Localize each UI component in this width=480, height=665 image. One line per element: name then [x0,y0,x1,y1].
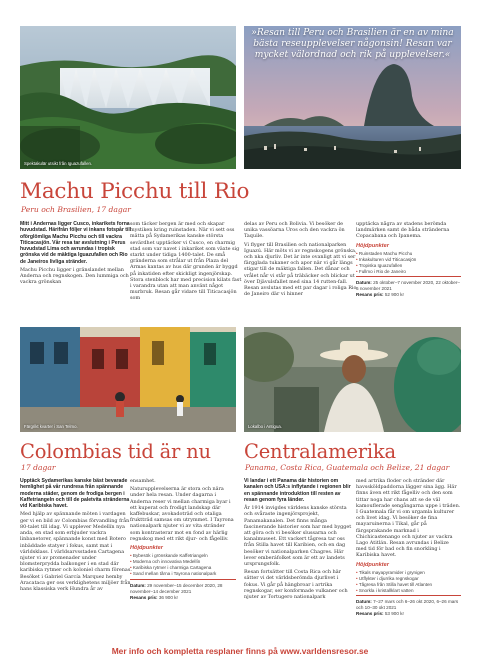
machu-highlights-list [356,251,461,275]
central-dates [356,599,461,611]
central-dates-label: Datum: [356,599,372,605]
list-item: • Ruinstaden Machu Picchu [356,251,461,257]
list-item: • Bybesök i grönskande Kaffetriangeln [130,553,236,559]
machu-dates-value: 25 oktober–7 november 2020, 22 oktober–6 november 2021 [356,280,460,292]
colombia-divider [130,579,236,580]
machu-price [356,292,461,298]
central-price [356,611,461,617]
colombia-paragraph-2: ensamhet. [130,478,156,484]
colombia-price-label: Resans pris: [130,594,158,600]
list-item: • Tropiska Iguazufallen [356,263,461,269]
machu-highlights-title: Höjdpunkter [356,242,389,249]
waterfall-image [20,26,236,169]
central-highlights-list [356,570,461,594]
section-subtitle-centralamerika: Panama, Costa Rica, Guatemala och Belize, 21 dagar [245,463,450,472]
colombia-paragraph-1: Med hjälp av spännande möten i vardagen ger vi en bild av Colombias förvandling från 80-talet till idag. Vi upplever Medellín nya anda, en stad som erbjuder vackra linbanetorer, spännande konst med Botero inbäddade statyer i fokus, samt mat i världsklass. I världsarvsstaden Cartagena njuter vi av promenader under blomsterprydda balkonger i en stad där karibiska rytmer och koloniel charm förenas. Besöket i Gabriel García Marquez hemby Aracataca ger oss verklighetens miljöer från hans klassiska verk Hundra år av [20,511,132,592]
machu-paragraph-2: som täcker bergen är med och skapar mystiken kring ruinstaden. När vi sett oss mätta på Sydamerikas kanske största sevärdhet upptäcker vi Cusco, en charmig stad som var navet i inkariket som växte sig starkt under tidiga 1400-talet. De små gränderna som strålar ut från Plaza del Armas kantas av hus där grunden är byggd på inkatiden efter skickligt ingenjörskap. Stora stenblock har med precision kilats fast i varandra utan att man använt något murbruk. Resan går vidare till Titicacasjön som [130,221,242,302]
list-item: • Moderna och innovativa Medellín [130,559,236,565]
man-image [244,327,461,432]
footer-website-link[interactable]: Mer info och kompletta resplaner finns på www.varldensresor.se [111,646,369,656]
central-paragraph-3: med artrika floder och stränder där havssköldpaddorna lägger sina ägg. Här finns även ett rikt fågelliv och den som tittar noga har chans att se de väl kamouflerade sengångarna uppe i träden. I Guatemala får vi om urgamla kulturer och livet idag. Vi besöker de fina mayaruinerna i Tikal, går på färgsprakande marknad i Chichicastenango och njuter av vackra Lago Atitlán. Resan avrundas i Belize med tid för bad och fin snorkling i Karibiska havet. [356,478,461,559]
section-title-machu-picchu: Machu Picchu till Rio [20,179,250,204]
machu-column-3 [244,221,358,319]
machu-price-value: 52 900 kr [384,292,405,298]
list-item: • Snorkla i kristallklart vatten [356,588,461,594]
colombia-dates-value: 29 november–15 december 2020, 28 november–14 december 2021 [130,582,223,594]
list-item: • Tikals mayapyramider i grynigen [356,570,461,576]
colombia-lead: Upptäck Sydamerikas kanske bäst bevarade hemlighet på vår rundresa från spännande moderna städer, genom de frodiga bergen i Kaffetriangeln och till de paletvita stränderna vid Karibiska havet. [20,478,130,510]
colombia-price-value: 36 900 kr [158,594,179,600]
section-title-colombia: Colombias tid är nu [20,440,211,463]
machu-divider [356,276,461,277]
central-divider [356,595,461,596]
central-paragraph-1: År 1914 invigdes världens kanske största och svåraste ingenjörsprojekt, Panamakanalen. Det finns många fascinerande historier som har med bygget att göra och vi besöker slussarna och kanalmuseet. Ett vackert tågresa tar oss från Stilla havet till Karibien, och en dag besöker vi nationalparken Chagres. Här lever emberáfolket som är ett av landets ursprungsfolk. [244,505,352,568]
colombia-column-2 [130,478,236,640]
section-subtitle-colombia: 17 dagar [21,463,56,472]
machu-dates [356,280,461,292]
colombia-price [130,595,236,601]
photo-central-america-man [244,327,461,432]
machu-column-2 [130,221,244,319]
colombia-column-1 [20,478,134,640]
list-item: • Karibiska rytmer i charmiga Cartagena [130,565,236,571]
photo-rio-de-janeiro [244,26,461,169]
machu-dates-label: Datum: [356,280,372,286]
machu-price-label: Resans pris: [356,292,384,298]
central-paragraph-2: Resan fortsätter till Costa Rica och här sätter vi det världsberömda djurlivet i fokus. Vi går på hängbroar i artrika regnskogar, ser konformade vulkaner och njuter av Tortugero nationalpark [244,569,348,601]
central-price-label: Resans pris: [356,611,384,617]
photo-caption-plaza: Färgrikt kvarter i San Telmo. [24,424,78,429]
section-title-centralamerika: Centralamerika [244,440,396,463]
list-item: • Utflykter i djurrika regnskogar [356,576,461,582]
list-item: • Tågresa från Stilla havet till Atlanten [356,582,461,588]
list-item: • Inkakulturen vid Titicacasjön [356,257,461,263]
machu-lead: Mitt i Andernas ligger Cusco, inkarikets forna huvudstad. Härifrån följer vi inkans fotspår till oförglömliga Machu Picchu och till vackra Titicacasjön. Vår resa tar avslutning i Perus huvudstad Lima och avrundas i tropisk grönska vid de mäktiga Iguazufallen och Rio de Janeiros livliga stränder. [20,221,132,265]
machu-column-1 [20,221,134,319]
central-highlights-title: Höjdpunkter [356,561,389,568]
list-item: • Sand mellan tårna i Tayrona nationalpark [130,571,236,577]
street-image [20,327,236,432]
machu-paragraph-5: upptäcka några av stadens berömda landmärken samt de båda stränderna Copacabana och Ipanema. [356,221,450,240]
photo-caption-waterfall: Spektakulär utsikt från Iguazufallen. [24,161,93,166]
machu-paragraph-4: Vi flyger till Brasilien och nationalparken Iguazú. Här möts vi av regnskogens grönska, och nka djurliv. Det är inte ovanligt att vi ser färgglada tukaner och apor när vi går längs stigar till de mäktiga fallen. Det dånar och vrålet når vi står på träbäcker och blickar ut över Djävulsfallet med sina 14 rutten-fall. Resan avslutas med ett par dagar i roliga Rio de Janeiro där vi hinner [244,241,357,298]
machu-paragraph-3: delas av Peru och Bolivia. Vi besöker de unika vassöarna Uros och den vackra ön Taquile. [244,221,345,240]
list-item: • Fullmo i Rio de Janeiro [356,269,461,275]
testimonial-quote: »Resan till Peru och Brasilien är en av mina bästa reseupplevelser någonsin! Resan var mycket välordnad och rik på upplevelser.« [251,28,454,61]
machu-paragraph-1: Machu Picchu ligger i gränslandet mellan Anderna och regnskogen. Den lummiga och vackra grönskan [20,267,129,286]
photo-iguazu-falls [20,26,236,169]
central-column-2 [356,478,461,640]
section-subtitle-machu-picchu: Peru och Brasilien, 17 dagar [21,205,131,214]
photo-caption-man: Lokalbo i Antigua. [248,424,282,429]
colombia-highlights-title: Höjdpunkter [130,545,163,552]
colombia-highlights-list [130,553,236,577]
central-lead: Vi landar i ett Panama där historien om kanalen och USA:s inflytande i regionen blir en spännande introduktion till resten av resan genom fyra länder. [244,478,351,503]
colombia-dates [130,583,236,595]
machu-column-4 [356,221,461,319]
colombia-dates-label: Datum: [130,582,146,588]
central-dates-value: 7–27 mars och 6–26 okt 2020, 6–26 mars och 10–30 okt 2021 [356,599,459,611]
central-column-1 [244,478,352,640]
colombia-paragraph-3: Naturupplevelserna är stora och nära under hela resan. Under dagarna i Anderna reser vi mellan charmiga byar i ett kuperat och frodigt landskap där kaffebuskar, avokadoträd och otaliga fruktträd samsas om utrymmet. I Tayrona nationalpark njuter vi av vita stränder som kontrasterar mot en fond av härlig regnskog med ett rikt djur- och fågelliv. [130,486,234,542]
central-price-value: 53 900 kr [384,611,405,617]
photo-colombia-street [20,327,236,432]
